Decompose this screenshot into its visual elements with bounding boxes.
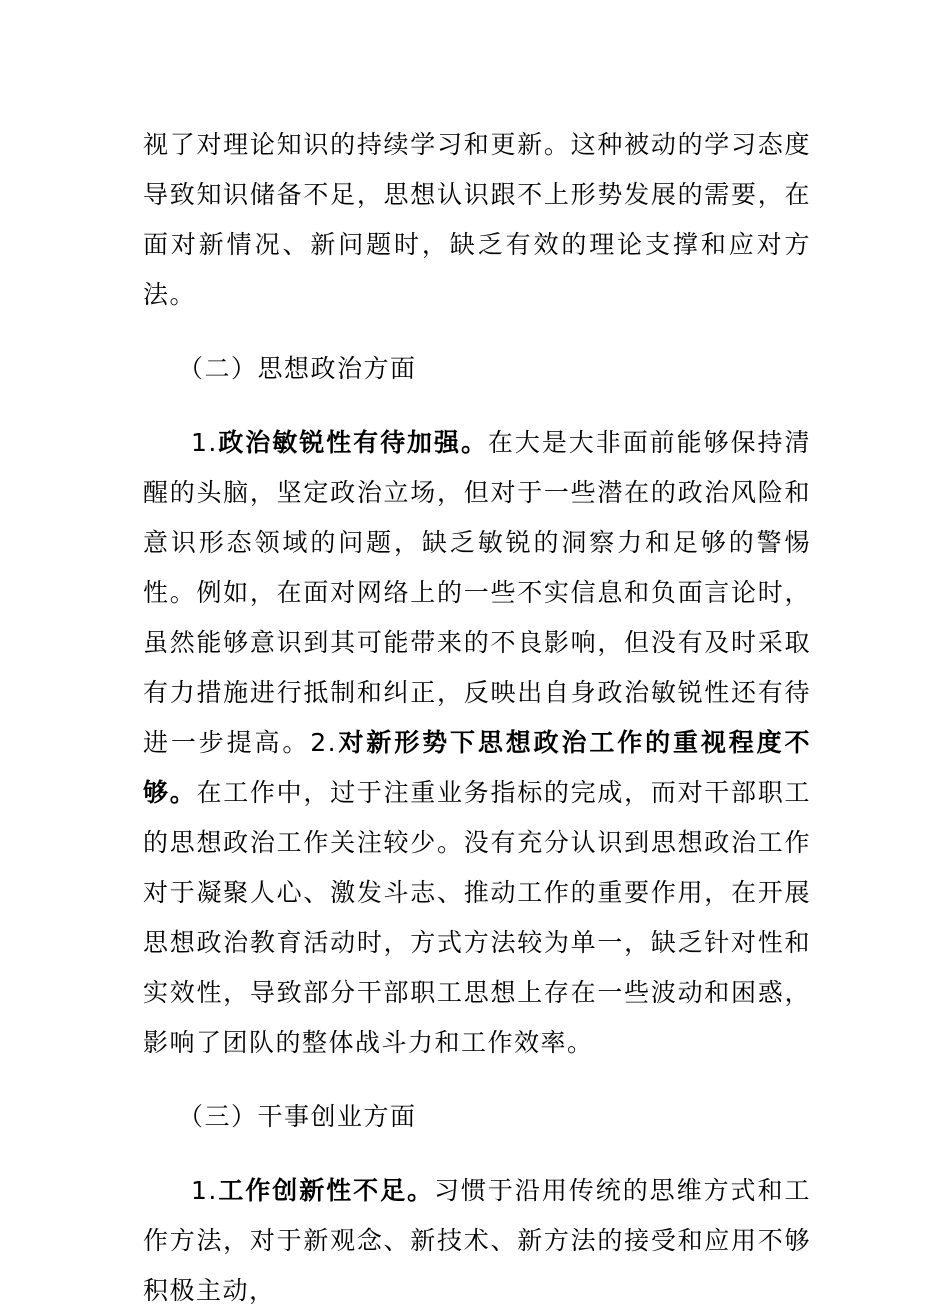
- item-title: 对新形势下思想政治工作的重视程度不够。: [143, 728, 811, 807]
- paragraph-innovation: [143, 1166, 811, 1316]
- spacer: [143, 1068, 811, 1092]
- item-body: 习惯于沿用传统的思维方式和工作方法，对于新观念、新技术、新方法的接受和应用不够积极主动，: [143, 1176, 811, 1305]
- item-number: 1.: [191, 1176, 218, 1205]
- item-number: 2.: [310, 728, 338, 757]
- item-number: 1.: [191, 428, 218, 457]
- paragraph-political-sensitivity: [143, 418, 811, 1068]
- paragraph-text: 视了对理论知识的持续学习和更新。这种被动的学习态度导致知识储备不足，思想认识跟不上形势发展的需要，在面对新情况、新问题时，缺乏有效的理论支撑和应对方法。: [143, 130, 811, 309]
- item-title: 工作创新性不足。: [217, 1176, 434, 1205]
- item-body: 在工作中，过于注重业务指标的完成，而对干部职工的思想政治工作关注较少。没有充分认识到思想政治工作对于凝聚人心、激发斗志、推动工作的重要作用，在开展思想政治教育活动时，方式方法较为单一，缺乏针对性和实效性，导致部分干部职工思想上存在一些波动和困惑，影响了团队的整体战斗力和工作效率。: [143, 778, 811, 1057]
- spacer: [143, 320, 811, 344]
- section-heading-text: （三）干事创业方面: [178, 1102, 417, 1131]
- section-heading-ideology-politics: [143, 344, 811, 394]
- document-body: [143, 120, 811, 1316]
- spacer: [143, 1142, 811, 1166]
- section-heading-text: （二）思想政治方面: [178, 354, 417, 383]
- item-title: 政治敏锐性有待加强。: [217, 428, 488, 457]
- item-body: 在大是大非面前能够保持清醒的头脑，坚定政治立场，但对于一些潜在的政治风险和意识形态领域的问题，缺乏敏锐的洞察力和足够的警惕性。例如，在面对网络上的一些不实信息和负面言论时，虽然能够意识到其可能带来的不良影响，但没有及时采取有力措施进行抵制和纠正，反映出自身政治敏锐性还有待进一步提高。: [143, 428, 811, 757]
- section-heading-entrepreneurship: [143, 1092, 811, 1142]
- paragraph-continuation: [143, 120, 811, 320]
- spacer: [143, 394, 811, 418]
